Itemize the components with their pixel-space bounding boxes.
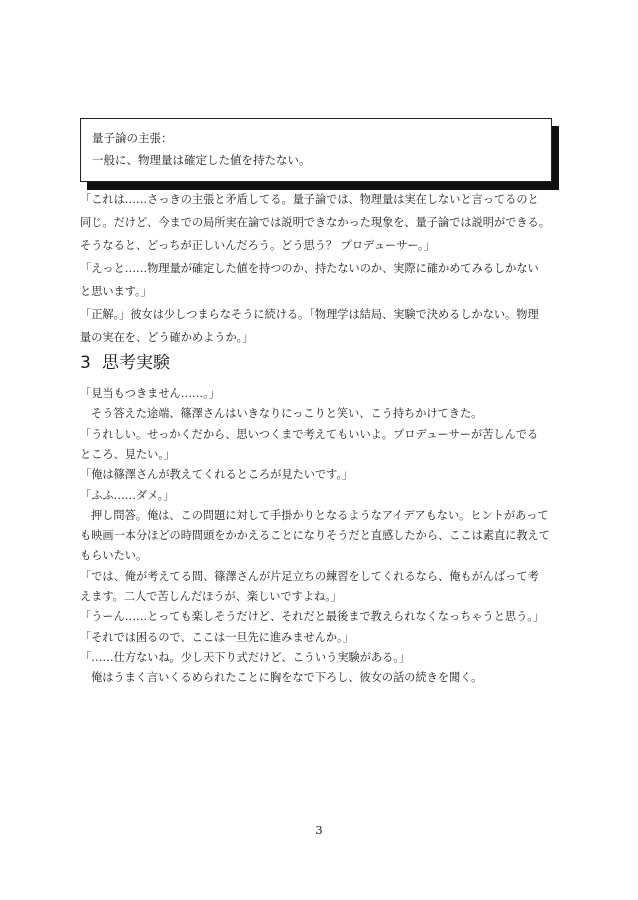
section-title: 思考実験 — [102, 353, 170, 373]
paragraph-line: 「これは……さっきの主張と矛盾してる。量子論では、物理量は実在しないと言ってるのと — [80, 193, 539, 206]
paragraph-line: 「では、俺が考えてる間、篠澤さんが片足立ちの練習をしてくれるなら、俺もがんばって考 — [80, 569, 539, 583]
paragraph-line: 「うーん……とっても楽しそうだけど、それだと最後まで教えられなくなっちゃうと思う。」 — [80, 610, 545, 624]
paragraph-line: 俺はうまく言いくるめられたことに胸をなで下ろし、彼女の話の続きを聞く。 — [91, 671, 483, 685]
page-number: 3 — [315, 823, 323, 837]
paragraph-line: そう答えた途端、篠澤さんはいきなりにっこりと笑い、こう持ちかけてきた。 — [91, 407, 483, 421]
paragraph-line: 「それでは困るので、ここは一旦先に進みませんか。」 — [80, 630, 354, 644]
paragraph-line: 「えっと……物理量が確定した値を持つのか、持たないのか、実際に確かめてみるしかない — [80, 262, 539, 275]
paragraph-line: そうなると、どっちが正しいんだろう。どう思う？ プロデューサー。」 — [80, 239, 435, 252]
section-heading — [80, 348, 170, 373]
claim-box-statement: 一般に、物理量は確定した値を持たない。 — [92, 153, 311, 167]
paragraph-line: 「……仕方ないね。少し天下り式だけど、こういう実験がある。」 — [80, 650, 411, 664]
paragraph-line: もらいたい。 — [80, 549, 148, 563]
paragraph-line: 「ふふ……ダメ。」 — [80, 488, 175, 502]
paragraph-line: 押し問答。俺は、この問題に対して手掛かりとなるようなアイデアもない。ヒントがあって — [91, 508, 549, 522]
paragraph-line: 量の実在を、どう確かめようか。」 — [80, 331, 254, 344]
paragraph-line: 「見当もつきません……。」 — [80, 387, 220, 400]
paragraph-line: 同じ。だけど、今までの局所実在論では説明できなかった現象を、量子論では説明ができる。 — [80, 216, 550, 229]
claim-box-title: 量子論の主張： — [92, 131, 173, 145]
paragraph-line: 「俺は篠澤さんが教えてくれるところが見たいです。」 — [80, 468, 354, 482]
paragraph-line: えます。二人で苦しんだほうが、楽しいですよね。」 — [80, 590, 343, 603]
paragraph-line: 「正解。」彼女は少しつまらなそうに続ける。「物理学は結局、実験で決めるしかない。物理 — [80, 308, 539, 321]
paragraph-line: も映画一本分ほどの時間頭をかかえることになりそうだと直感したから、ここは素直に教えて — [80, 529, 550, 543]
claim-box — [80, 118, 552, 182]
paragraph-line: ところ、見たい。」 — [80, 447, 176, 461]
paragraph-line: 「うれしい。せっかくだから、思いつくまで考えてもいいよ。プロデューサーが苦しんでる — [80, 427, 539, 441]
section-number: 3 — [80, 353, 91, 373]
paragraph-line: と思います。」 — [80, 285, 152, 298]
